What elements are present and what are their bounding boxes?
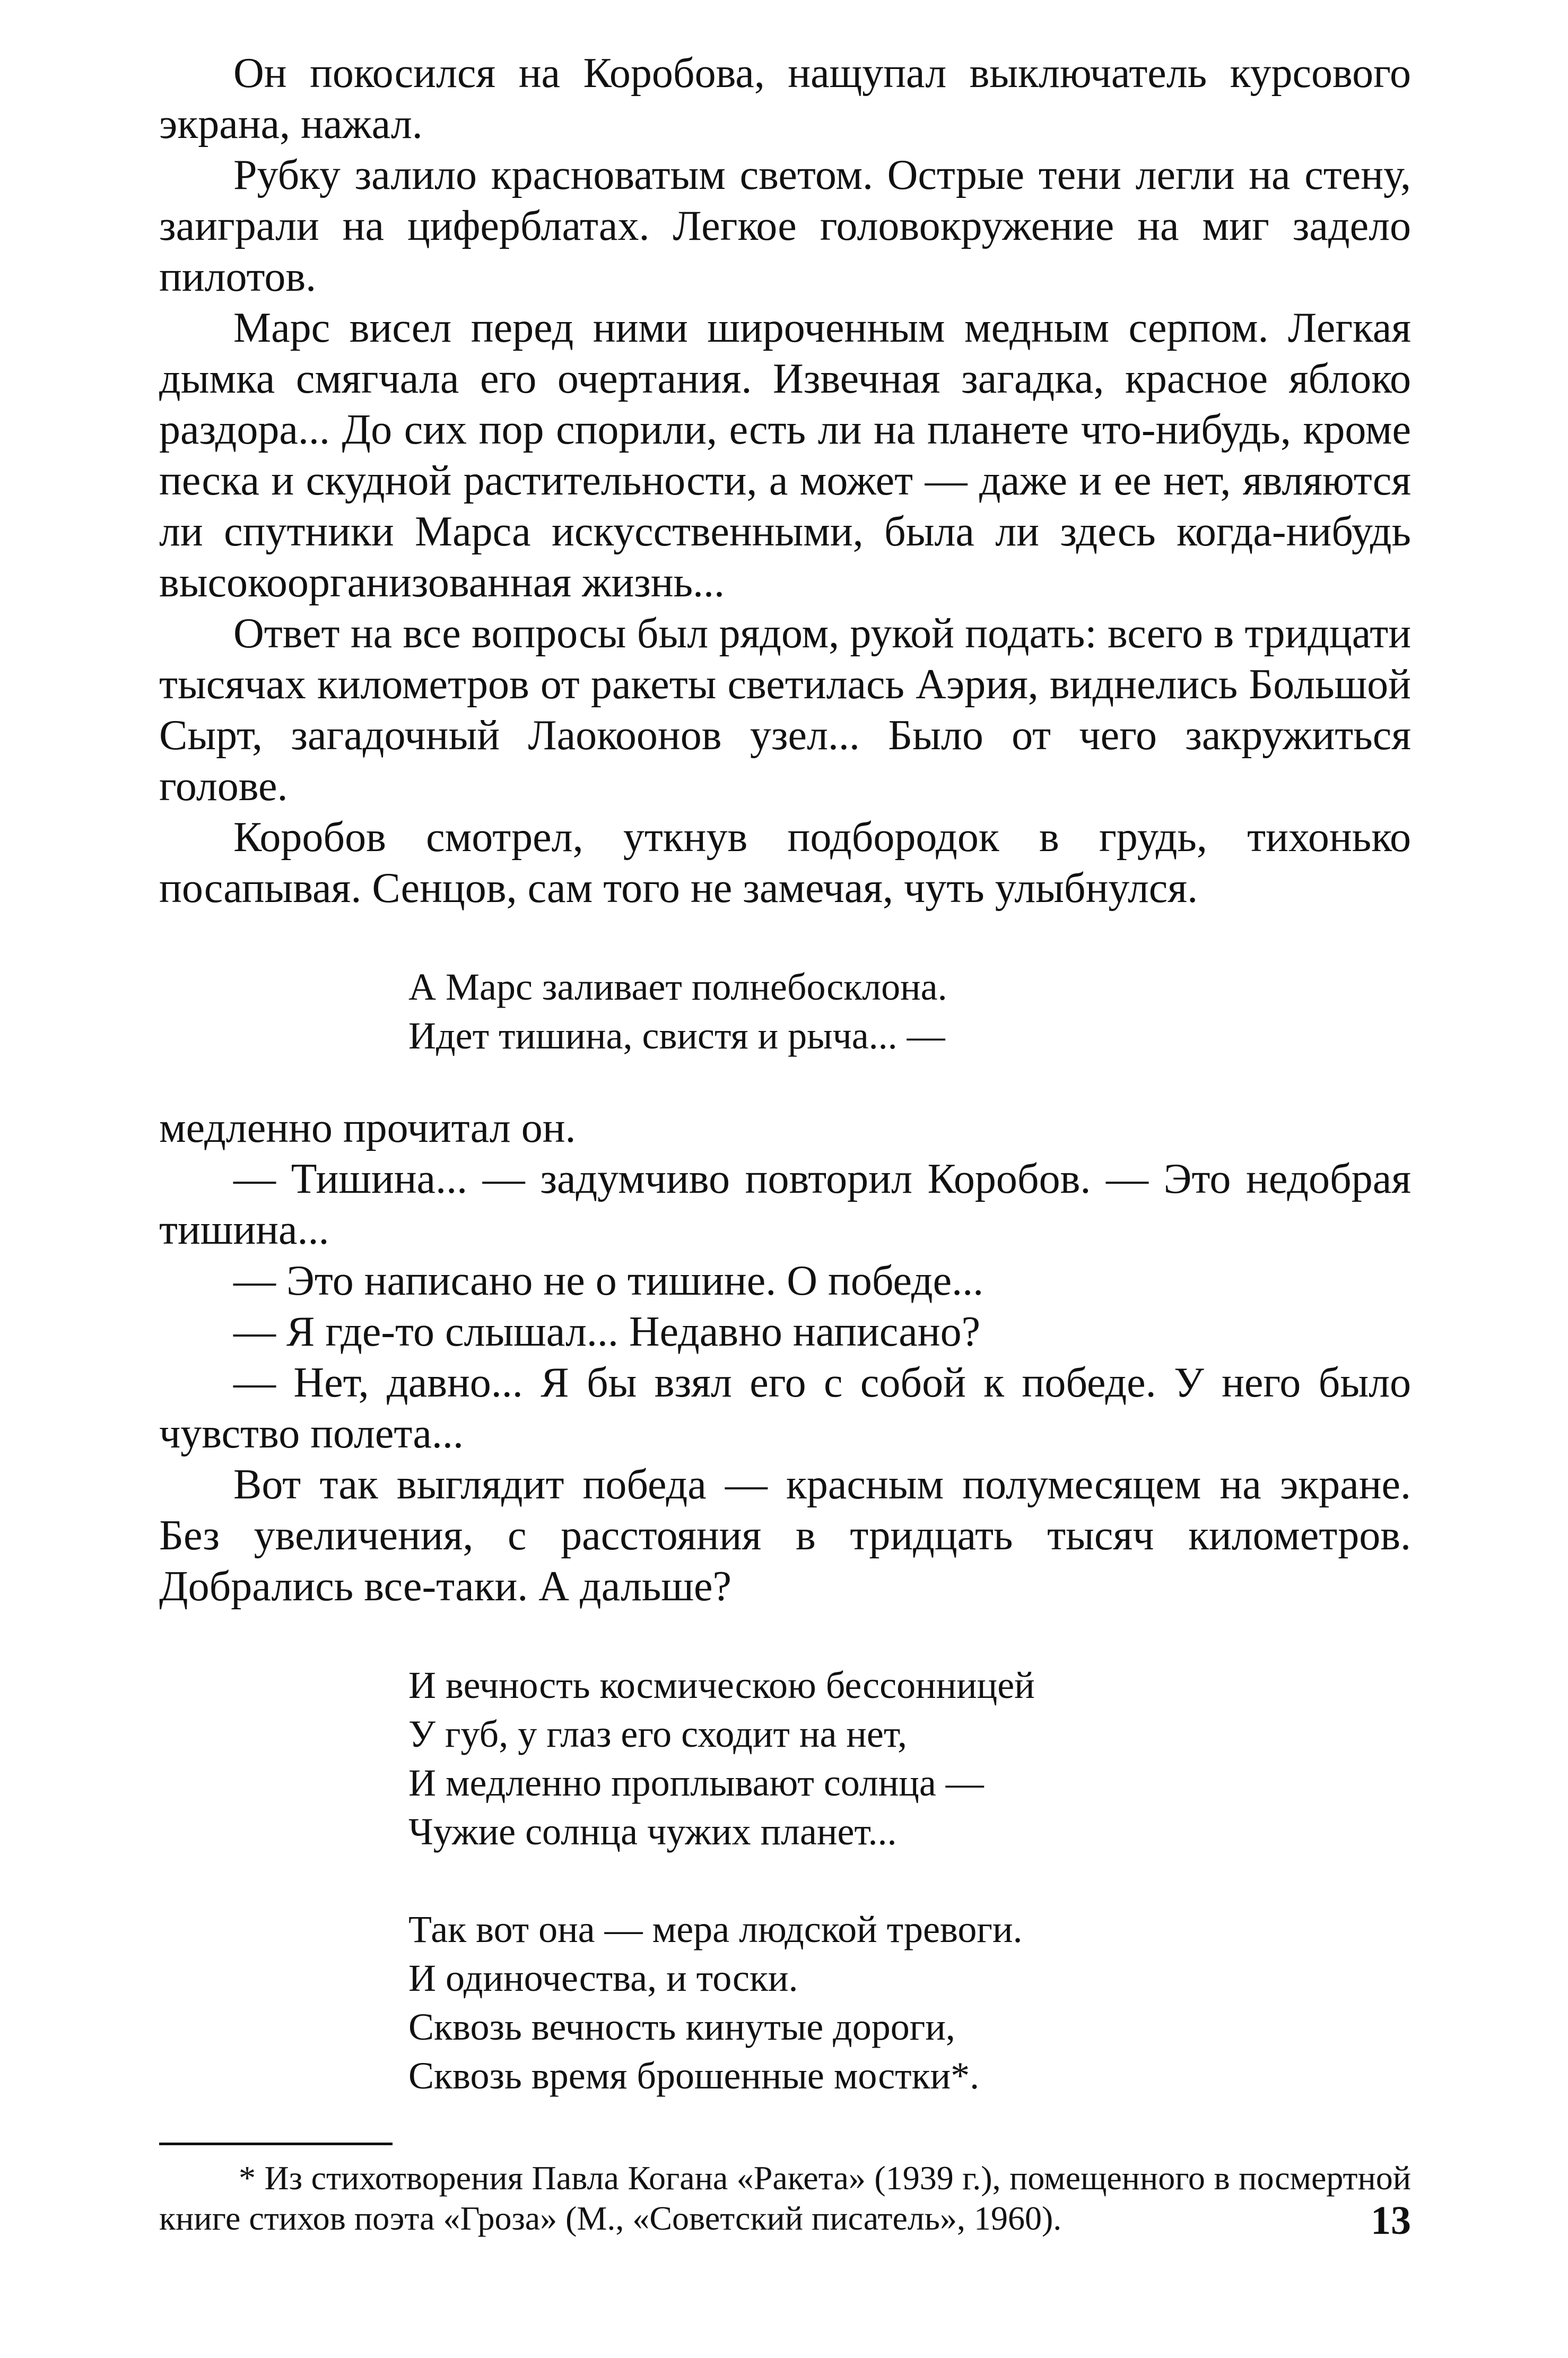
verse-quote-1 (408, 963, 1411, 1060)
verse-line: У губ, у глаз его сходит на нет, (408, 1713, 907, 1755)
dialogue-line: — Тишина... — задумчиво повторил Коробов. — Это недобрая тишина... (159, 1156, 1411, 1253)
paragraph: Вот так выглядит победа — красным полумесяцем на экране. Без увеличения, с расстояния в тридцать тысяч километров. Добрались все-таки. А дальше? (159, 1461, 1411, 1610)
dialogue-line: — Я где-то слышал... Недавно написано? (233, 1308, 981, 1355)
verse-quote-2 (408, 1661, 1411, 2100)
verse-line: И одиночества, и тоски. (408, 1957, 798, 1999)
book-page (159, 48, 1411, 2243)
verse-line: Так вот она — мера людской тревоги. (408, 1908, 1023, 1950)
paragraph: Он покосился на Коробова, нащупал выключатель курсового экрана, нажал. (159, 50, 1411, 148)
paragraph: Марс висел перед ними широченным медным серпом. Легкая дымка смягчала его очертания. Извечная загадка, красное яблоко раздора... До сих пор спорили, есть ли на планете что-нибудь, кроме песка и скудной растительности, а может — даже и ее нет, являются ли спутники Марса искусственными, была ли здесь когда-нибудь высокоорганизованная жизнь... (159, 305, 1411, 606)
verse-stanza (408, 963, 1411, 1060)
verse-line: Чужие солнца чужих планет... (408, 1810, 897, 1853)
verse-line: И медленно проплывают солнца — (408, 1762, 984, 1804)
page-number: 13 (1371, 2198, 1411, 2243)
dialogue-line: — Это написано не о тишине. О победе... (233, 1258, 984, 1304)
paragraph: Ответ на все вопросы был рядом, рукой подать: всего в тридцати тысячах километров от ракеты светилась Аэрия, виднелись Большой Сырт, загадочный Лаокоонов узел... Было от чего закружиться голове. (159, 610, 1411, 810)
paragraph: Коробов смотрел, уткнув подбородок в грудь, тихонько посапывая. Сенцов, сам того не замечая, чуть улыбнулся. (159, 814, 1411, 912)
verse-stanza (408, 1661, 1411, 1856)
footnote-area (159, 2158, 1411, 2243)
footnote: * Из стихотворения Павла Когана «Ракета» (1939 г.), помещенного в посмертной книге стихов поэта «Гроза» (М., «Советский писатель», 1960). (159, 2159, 1411, 2237)
footnote-divider (159, 2143, 393, 2145)
verse-line: И вечность космическою бессонницей (408, 1664, 1035, 1706)
paragraph: медленно прочитал он. (159, 1105, 576, 1151)
paragraph: Рубку залило красноватым светом. Острые тени легли на стену, заиграли на циферблатах. Легкое головокружение на миг задело пилотов. (159, 152, 1411, 300)
verse-line: А Марс заливает полнебосклона. (408, 966, 947, 1008)
verse-stanza (408, 1905, 1411, 2100)
verse-line: Сквозь время брошенные мостки*. (408, 2054, 980, 2097)
verse-line: Сквозь вечность кинутые дороги, (408, 2006, 955, 2048)
verse-line: Идет тишина, свистя и рыча... — (408, 1015, 945, 1057)
dialogue-line: — Нет, давно... Я бы взял его с собой к победе. У него было чувство полета... (159, 1359, 1411, 1457)
